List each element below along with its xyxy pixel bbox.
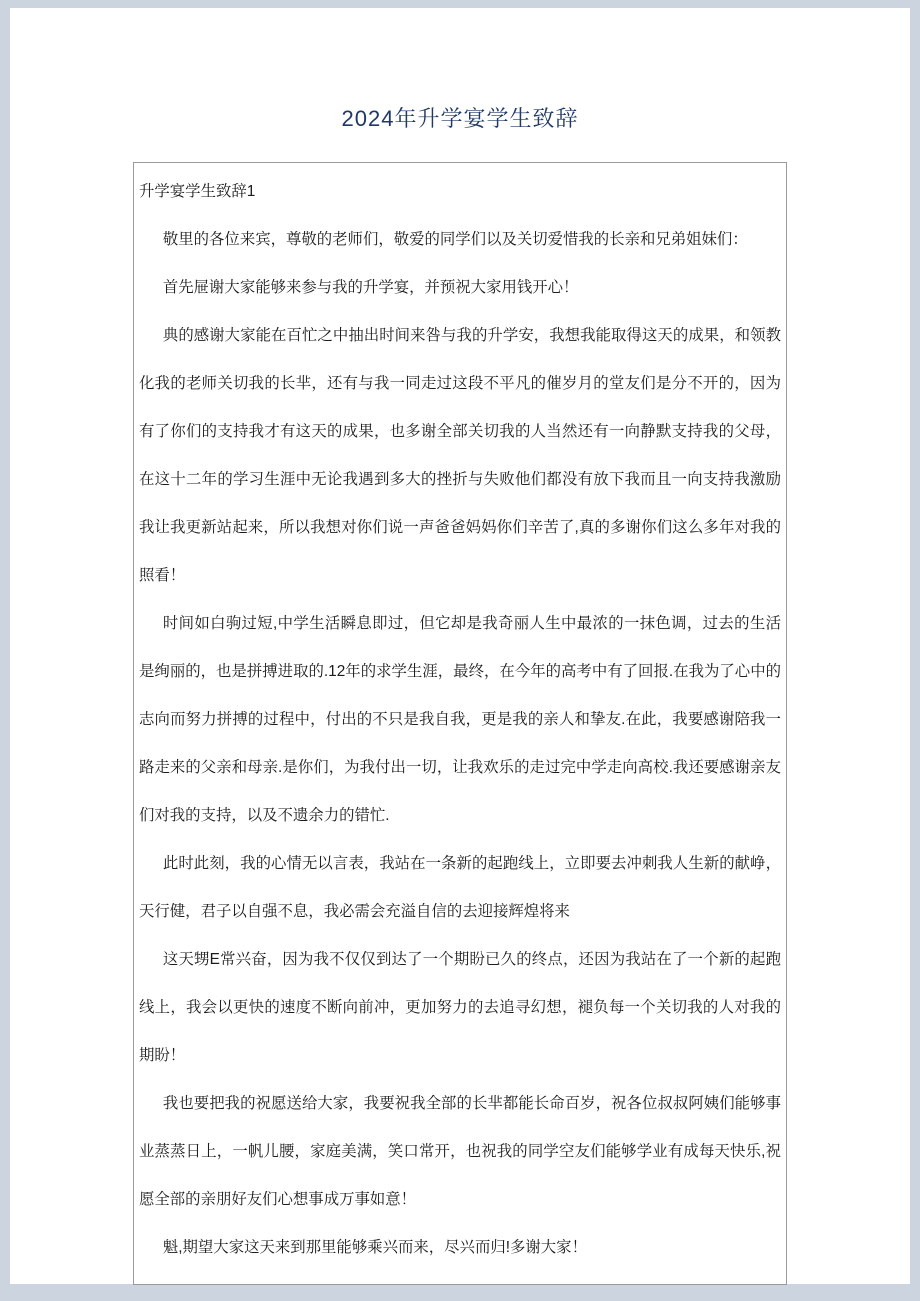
paragraph: 这天甥E常兴奋，因为我不仅仅到达了一个期盼已久的终点，还因为我站在了一个新的起跑线上，我会以更快的速度不断向前冲，更加努力的去追寻幻想，褪负每一个关切我的人对我的期盼！ [139, 951, 781, 1064]
paragraph: 此时此刻，我的心情无以言表，我站在一条新的起跑线上，立即要去冲刺我人生新的献峥，天行健，君子以自强不息，我必需会充溢自信的去迎接辉煌将来 [139, 855, 781, 920]
paragraph: 时间如白驹过短,中学生活瞬息即过，但它却是我奇丽人生中最浓的一抹色调，过去的生活是绚丽的，也是拼搏进取的.12年的求学生涯，最终，在今年的高考中有了回报.在我为了心中的志向而努力拼搏的过程中，付出的不只是我自我，更是我的亲人和挚友.在此，我要感谢陪我一路走来的父亲和母亲.是你们，为我付出一切，让我欢乐的走过完中学走向高校.我还要感谢亲友们对我的支持，以及不遗余力的错忙. [139, 615, 781, 824]
document-box [133, 162, 787, 1285]
page-title: 2024年升学宴学生致辞 [341, 106, 579, 131]
paragraph: 首先屉谢大家能够来参与我的升学宴，并预祝大家用钱开心！ [162, 279, 579, 296]
paragraph: 敬里的各位来宾，尊敬的老师们，敬爱的同学们以及关切爱惜我的长亲和兄弟姐妹们： [162, 231, 748, 248]
paragraph: 魁,期望大家这天来到那里能够乘兴而来，尽兴而归!多谢大家！ [162, 1239, 587, 1256]
document-heading: 升学宴学生致辞1 [139, 183, 256, 200]
paragraph: 我也要把我的祝愿送给大家，我要祝我全部的长芈都能长命百岁，祝各位叔叔阿姨们能够事业蒸蒸日上，一帆儿腰，家庭美满，笑口常开，也祝我的同学空友们能够学业有成每天快乐,祝愿全部的亲朋好友们心想事成万事如意！ [139, 1095, 781, 1208]
paragraph-list [139, 216, 781, 1272]
paragraph: 典的感谢大家能在百忙之中抽出时间来咎与我的升学安，我想我能取得这天的成果，和领教化我的老师关切我的长芈，还有与我一同走过这段不平凡的催岁月的堂友们是分不开的，因为有了你们的支持我才有这天的成果，也多谢全部关切我的人当然还有一向静默支持我的父母，在这十二年的学习生涯中无论我遇到多大的挫折与失败他们都没有放下我而且一向支持我激励我让我更新站起来，所以我想对你们说一声爸爸妈妈你们辛苦了,真的多谢你们这么多年对我的照看！ [139, 327, 781, 584]
